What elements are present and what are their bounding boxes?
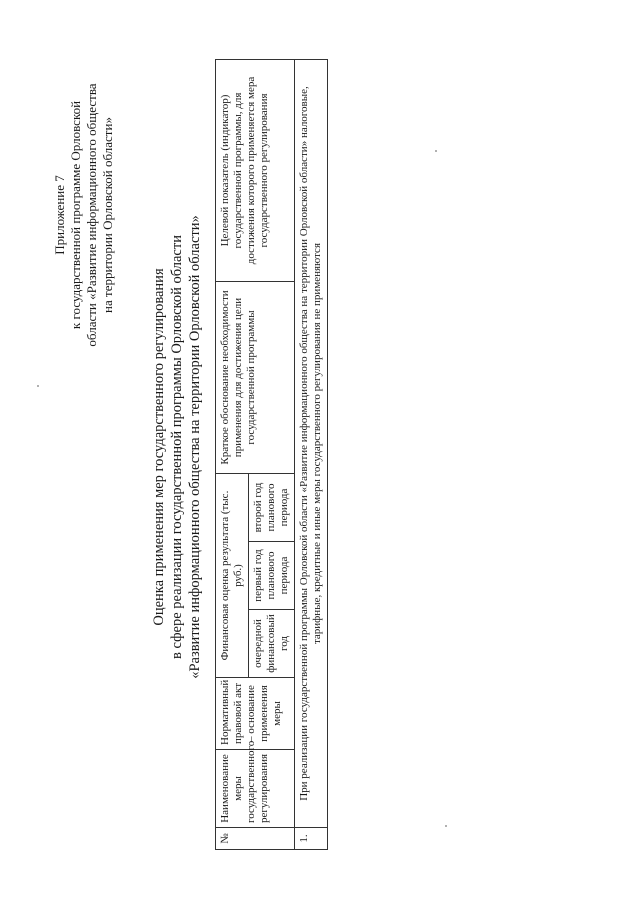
header-row-1 bbox=[216, 60, 249, 850]
row-num: 1. bbox=[295, 828, 328, 850]
appendix-note bbox=[52, 45, 116, 385]
header-justification: Краткое обоснование необходимости применения для достижения цели государственной программы bbox=[216, 282, 295, 474]
scan-speck bbox=[37, 385, 39, 387]
table-row bbox=[295, 60, 328, 850]
regulation-table bbox=[215, 59, 328, 850]
appendix-line-1: Приложение 7 bbox=[52, 175, 67, 255]
title-line-2: в сфере реализации государственной программы Орловской области bbox=[169, 235, 185, 659]
header-measure: Наименование меры государственного регулирования bbox=[216, 750, 295, 828]
appendix-line-4: на территории Орловской области» bbox=[100, 117, 115, 313]
title-line-3: «Развитие информационного общества на территории Орловской области» bbox=[187, 215, 203, 679]
title-line-1: Оценка применения мер государственного регулирования bbox=[151, 268, 167, 626]
header-finance-first-plan-year: первый год планового периода bbox=[249, 542, 295, 610]
header-finance-second-plan-year: второй год планового периода bbox=[249, 474, 295, 542]
scan-speck bbox=[435, 150, 437, 152]
header-finance-current-year: очередной финансовый год bbox=[249, 610, 295, 678]
document-title bbox=[150, 187, 204, 707]
appendix-line-3: области «Развитие информационного общества bbox=[84, 83, 99, 347]
header-indicator: Целевой показатель (индикатор) государственной программы, для достижения которого применяется мера государственного регулирования bbox=[216, 60, 295, 282]
header-num: № bbox=[216, 828, 295, 850]
appendix-line-2: к государственной программе Орловской bbox=[68, 100, 83, 330]
header-act: Нормативный правовой акт – основание применения меры bbox=[216, 678, 295, 750]
scan-speck bbox=[445, 825, 447, 827]
header-finance: Финансовая оценка результата (тыс. руб.) bbox=[216, 474, 249, 678]
row-text: При реализации государственной программы Орловской области «Развитие информационного общества на территории Орловской области» налоговые, тарифные, кредитные и иные меры государственного регулирования не применяются bbox=[295, 60, 328, 828]
